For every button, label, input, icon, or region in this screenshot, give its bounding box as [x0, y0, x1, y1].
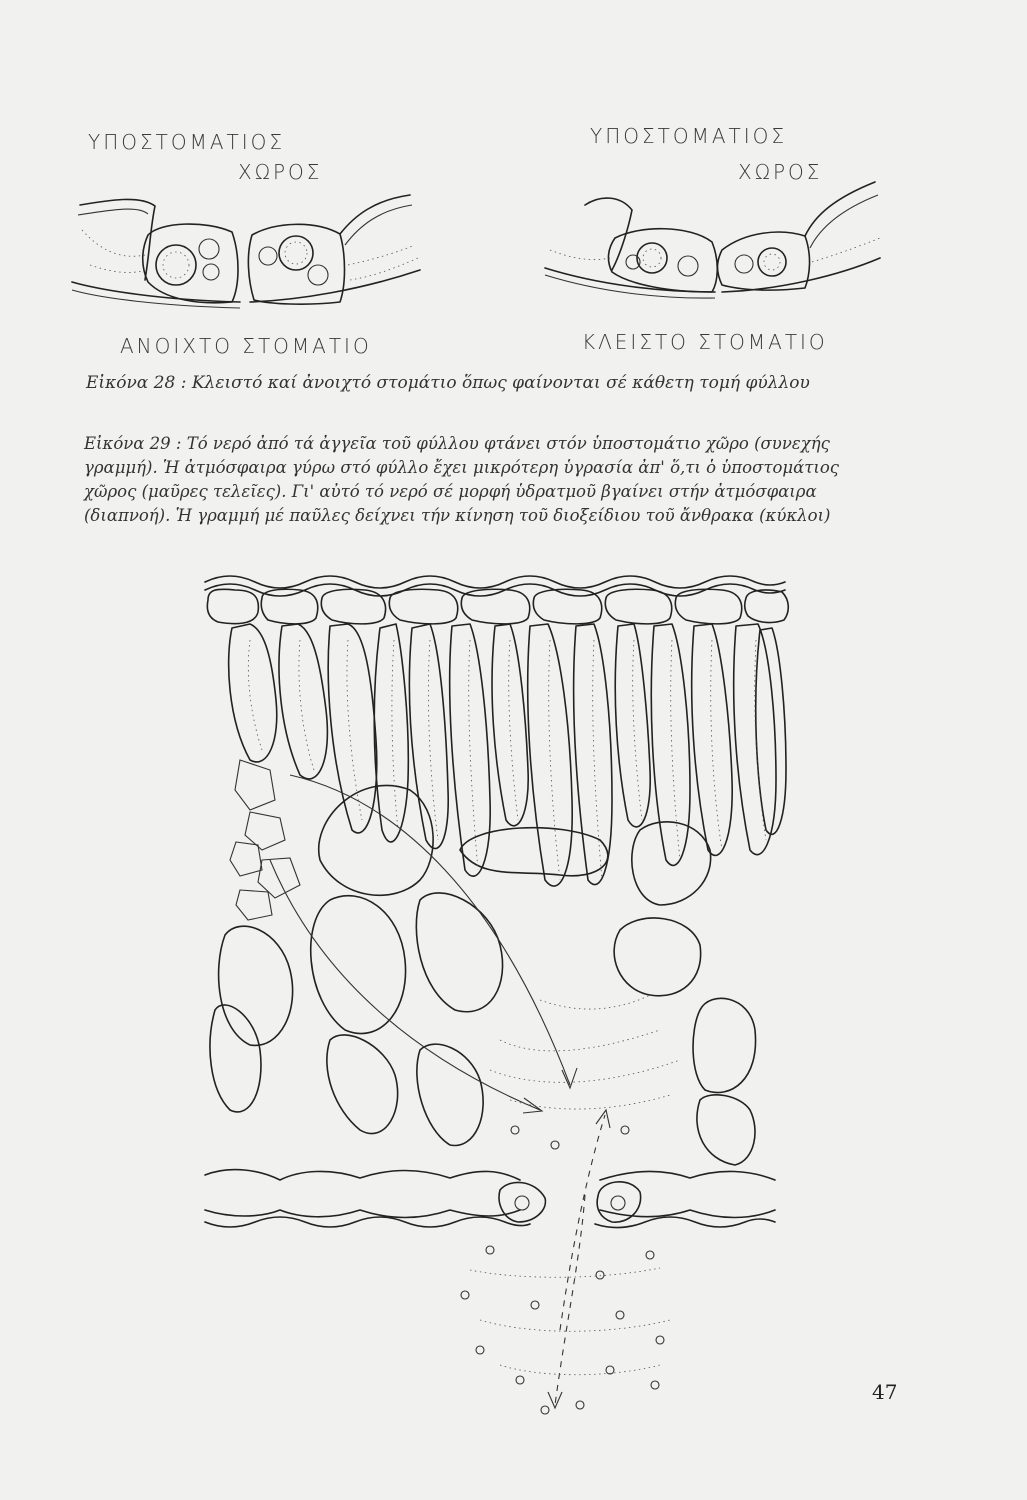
closed-stoma-label: ΚΛΕΙΣΤΟ ΣΤΟΜΑΤΙΟ [582, 330, 828, 354]
figure-29-caption-line-3: χῶρος (μαῦρες τελεῖες). Γι' αὐτό τό νερό σέ μορφή ὑδρατμοῦ βγαίνει στήν ἀτμόσφαιρα [84, 482, 817, 501]
open-stoma-label: ΑΝΟΙΧΤΟ ΣΤΟΜΑΤΙΟ [120, 334, 372, 358]
substomatal-space-label-right-line1: ΥΠΟΣΤΟΜΑΤΙΟΣ [590, 124, 788, 148]
open-stoma-drawing [72, 195, 420, 308]
figure-29-leaf-section [205, 576, 788, 1414]
figure-29-caption-line-1: Εἰκόνα 29 : Τό νερό ἀπό τά ἀγγεῖα τοῦ φύλλου φτάνει στόν ὑποστομάτιο χῶρο (συνεχής [84, 434, 830, 453]
substomatal-space-label-left-line1: ΥΠΟΣΤΟΜΑΤΙΟΣ [88, 130, 286, 154]
page-number: 47 [872, 1380, 898, 1404]
figure-29-caption-line-2: γραμμή). Ἡ ἀτμόσφαιρα γύρω στό φύλλο ἔχει μικρότερη ὑγρασία ἀπ' ὅ,τι ὁ ὑποστομάτιος [84, 458, 840, 477]
substomatal-space-label-left-line2: ΧΩΡΟΣ [238, 160, 323, 184]
closed-stoma-drawing [545, 182, 880, 298]
substomatal-space-label-right-line2: ΧΩΡΟΣ [738, 160, 823, 184]
figure-29-caption-line-4: (διαπνοή). Ἡ γραμμή μέ παῦλες δείχνει τήν κίνηση τοῦ διοξείδιου τοῦ ἄνθρακα (κύκλοι) [84, 506, 831, 525]
figure-28-caption: Εἰκόνα 28 : Κλειστό καί ἀνοιχτό στομάτιο ὅπως φαίνονται σέ κάθετη τομή φύλλου [86, 373, 810, 393]
